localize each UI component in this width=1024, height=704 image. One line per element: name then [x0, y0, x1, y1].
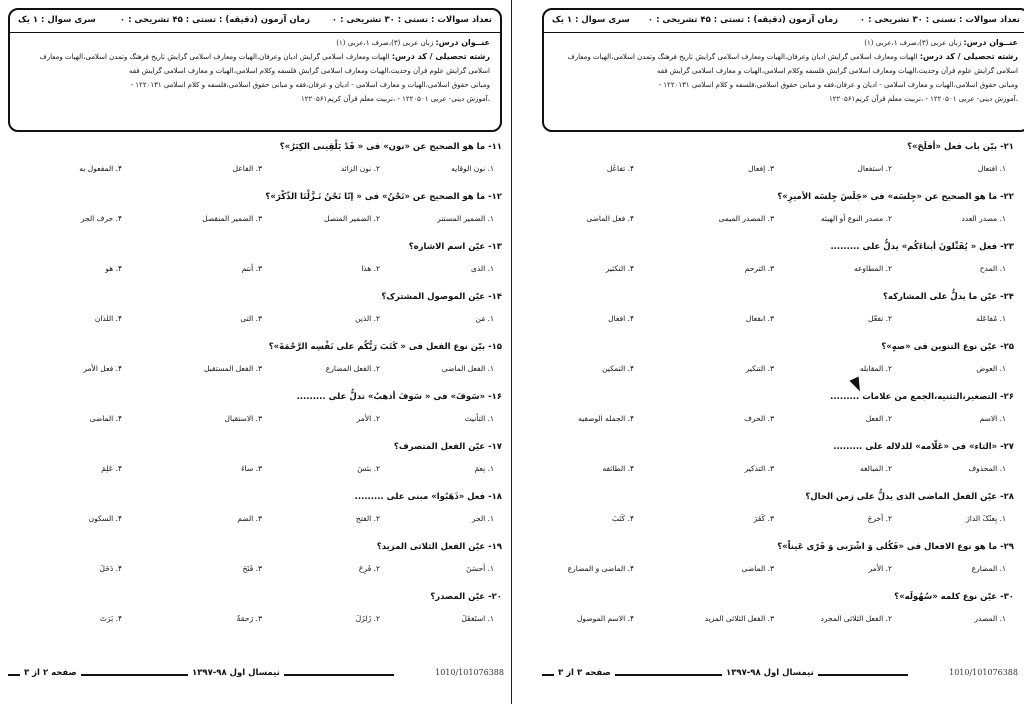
exam-time: زمان آزمون (دقیقه) : تستی : ۴۵ تشریحی : ۰: [119, 15, 310, 25]
option-3: ۳. الضم: [237, 514, 262, 523]
option-2: ۲. الأمر: [356, 414, 380, 423]
question-text: ۱۶- «سَوفَ» فی « سَوفَ أذهبُ» تدلُّ علی .........: [296, 392, 502, 402]
field-line: ومبانی حقوق اسلامی،الهیات و معارف اسلامی - ادیان و عرفان،فقه و مبانی حقوق اسلامی،فلسفه و کلام اسلامی ۱۲۲۰۱۳۱ -: [130, 81, 490, 89]
option-1: ۱. افتعال: [977, 164, 1006, 173]
option-3: ۳. التذکیر: [744, 464, 774, 473]
option-1: ۱. نون الوقایه: [451, 164, 494, 173]
question-text: ۲۸- عیّن الفعل الماضی الذی یدلُّ علی زمن الحال؟: [805, 492, 1014, 502]
option-4: ۴. هو: [105, 264, 122, 273]
question-text: ۱۷- عیّن الفعل المتصرف؟: [393, 442, 502, 452]
option-2: ۲. استفعال: [857, 164, 892, 173]
option-3: ۳. ساءَ: [241, 464, 262, 473]
footer-term: نیمسال اول ۹۸-۱۳۹۷: [722, 668, 818, 678]
option-3: ۳. أنتم: [241, 264, 262, 273]
footer-code: 1010/101076388: [435, 668, 504, 677]
option-1: ۱. الضمیر المستتر: [437, 214, 494, 223]
option-4: ۴. تفاعُل: [606, 164, 634, 173]
option-4: ۴. التمکین: [602, 364, 634, 373]
option-2: ۲. الفعل: [865, 414, 892, 423]
option-1: ۱. الجر: [471, 514, 494, 523]
course-title-value: زبان عربی (۳)،صرف ۱،عربی (۱): [336, 39, 434, 47]
question-item: [10, 338, 502, 388]
option-2: ۲. الضمیر المتصل: [324, 214, 380, 223]
option-4: ۴. الماضی: [89, 414, 122, 423]
question-item: [542, 538, 1014, 588]
question-item: [542, 138, 1014, 188]
option-4: ۴. بَرَتَ: [99, 614, 122, 623]
question-text: ۱۹- عیّن الفعل الثلاثی المزید؟: [376, 542, 502, 552]
option-3: ۳. الفاعل: [232, 164, 262, 173]
option-4: ۴. الاسم الموصول: [576, 614, 634, 623]
page-footer: [8, 668, 504, 680]
option-4: ۴. اللذان: [94, 314, 122, 323]
field-line: ومبانی حقوق اسلامی،الهیات و معارف اسلامی - ادیان و عرفان،فقه و مبانی حقوق اسلامی،فلسفه و کلام اسلامی ۱۲۲۰۱۳۱ -: [658, 81, 1018, 89]
option-4: ۴. المفعول به: [79, 164, 122, 173]
option-2: ۲. هذا: [361, 264, 380, 273]
option-1: ۱. المحذوف: [968, 464, 1006, 473]
option-2: ۲. بئسَ: [357, 464, 380, 473]
question-item: [542, 488, 1014, 538]
option-2: ۲. فَرِحَ: [358, 564, 380, 573]
option-3: ۳. الترحم: [744, 264, 774, 273]
option-1: ۱. العوض: [976, 364, 1006, 373]
option-4: ۴. الماضی و المضارع: [567, 564, 634, 573]
option-1: ۱. الذی: [471, 264, 494, 273]
exam-header: [8, 8, 502, 132]
option-2: ۲. المقابله: [859, 364, 892, 373]
field-line: ،آموزش دینی- عربی ۱۲۲۰۵۰۱ - ،تربیت معلم قرآن کریم۱۲۲۰۵۶۱: [828, 95, 1018, 103]
option-3: ۳. کَفَرَ: [753, 514, 774, 523]
option-4: ۴. السکون: [88, 514, 122, 523]
option-1: ۱. مَن: [475, 314, 494, 323]
option-1: ۱. مُفاعَله: [976, 314, 1006, 323]
question-text: ۲۰- عیّن المصدر؟: [430, 592, 502, 602]
option-4: ۴. دَخَلَ: [99, 564, 122, 573]
field-line: ،آموزش دینی- عربی ۱۲۲۰۵۰۱ - ،تربیت معلم قرآن کریم۱۲۲۰۵۶۱: [300, 95, 490, 103]
question-series: سری سوال : ۱ یک: [18, 15, 96, 25]
question-item: [10, 238, 502, 288]
option-4: ۴. کَتَبَ: [612, 514, 634, 523]
option-3: ۳. الفعل المستقبل: [203, 364, 262, 373]
question-text: ۳۰- عیّن نوع کلمه «سُهُولَه»؟: [894, 592, 1014, 602]
course-title-label: عنــوان درس:: [435, 38, 490, 47]
option-1: ۱. أحسَنَ: [466, 564, 494, 573]
option-1: ۱. استَغفَلَ: [461, 614, 494, 623]
question-text: ۱۵- بیّن نوع الفعل فی « کَتَبَ رَبُّکُم علی نَفْسِه الرَّحْمَةَ»؟: [268, 342, 502, 352]
option-3: ۳. الفعل الثلاثی المزید: [704, 614, 774, 623]
question-list: [542, 138, 1014, 638]
option-1: ۱. بِعتُکَ الدارَ: [966, 514, 1006, 523]
option-1: ۱. نِعمَ: [474, 464, 494, 473]
page-footer: [542, 668, 1018, 680]
option-4: ۴. حرف الجر: [80, 214, 122, 223]
option-3: ۳. إفعال: [748, 164, 774, 173]
question-series: سری سوال : ۱ یک: [552, 15, 630, 25]
option-4: ۴. افعال: [608, 314, 634, 323]
field-line: اسلامی گرایش علوم قرآن وحدیث،الهیات ومعارف اسلامی گرایش فلسفه وکلام اسلامی،الهیات و معارف اسلامی گرایش فقه: [128, 67, 490, 75]
option-2: ۲. المطاوعه: [853, 264, 892, 273]
question-item: [10, 488, 502, 538]
option-3: ۳. فَتَحَ: [242, 564, 262, 573]
option-2: ۲. الفتح: [355, 514, 380, 523]
page-number: صفحه ۳ از ۳: [554, 668, 615, 678]
field-line: الهیات ومعارف اسلامی گرایش ادیان وعرفان،الهیات ومعارف اسلامی گرایش تاریخ فرهنگ وتمدن اسلامی،الهیات ومعارف: [567, 53, 918, 61]
question-text: ۲۴- عیّن ما یدلُّ علی المشارکه؟: [882, 292, 1014, 302]
question-text: ۱۸- فعل «ذَهَبُوا» مبنی علی .........: [354, 492, 502, 502]
course-title-value: زبان عربی (۳)،صرف ۱،عربی (۱): [864, 39, 962, 47]
option-4: ۴. فعل الأمر: [83, 364, 122, 373]
option-4: ۴. التکثیر: [605, 264, 634, 273]
question-item: [542, 438, 1014, 488]
option-3: ۳. المصدر المیمی: [718, 214, 774, 223]
question-list: [10, 138, 502, 638]
header-divider: [10, 32, 500, 33]
question-item: [542, 588, 1014, 638]
option-2: ۲. الذین: [355, 314, 380, 323]
question-text: ۲۳- فعل « یُقَتِّلونَ أبناءَکُم» یدلُّ علی .........: [830, 242, 1014, 252]
footer-code: 1010/101076388: [949, 668, 1018, 677]
option-3: ۳. الحرف: [744, 414, 774, 423]
question-item: [10, 288, 502, 338]
option-1: ۱. الفعل الماضی: [441, 364, 494, 373]
course-info: [554, 36, 1018, 106]
option-3: ۳. الاستقبال: [224, 414, 262, 423]
option-1: ۱. مصدر العدد: [961, 214, 1006, 223]
question-item: [10, 588, 502, 638]
option-2: ۲. المبالغه: [860, 464, 892, 473]
option-4: ۴. الجمله الوصفیه: [578, 414, 634, 423]
option-1: ۱. المضارع: [971, 564, 1006, 573]
question-item: [10, 388, 502, 438]
option-3: ۳. التی: [240, 314, 262, 323]
option-1: ۱. التأنیث: [464, 414, 494, 423]
course-title-label: عنــوان درس:: [963, 38, 1018, 47]
exam-page-right: [512, 0, 1024, 704]
exam-time: زمان آزمون (دقیقه) : تستی : ۴۵ تشریحی : ۰: [647, 15, 838, 25]
question-text: ۲۲- ما هو الصحیح عن «جِلسَه» فی «جَلَسَ جِلسَه الأمیرِ»؟: [777, 192, 1014, 202]
option-3: ۳. الماضی: [741, 564, 774, 573]
option-1: ۱. المدح: [979, 264, 1006, 273]
question-text: ۲۱- بیّن باب فعل «أفلَحَ»؟: [907, 142, 1014, 152]
question-count: تعداد سوالات : تستی : ۳۰ تشریحی : ۰: [331, 15, 492, 25]
field-label: رشته تحصیلی / کد درس:: [391, 52, 490, 61]
option-2: ۲. مصدر النوع أو الهیئه: [820, 214, 892, 223]
option-2: ۲. نون الزائد: [340, 164, 380, 173]
field-line: اسلامی گرایش علوم قرآن وحدیث،الهیات ومعارف اسلامی گرایش فلسفه وکلام اسلامی،الهیات و معارف اسلامی گرایش فقه: [656, 67, 1018, 75]
question-item: [10, 438, 502, 488]
option-3: ۳. الضمیر المنفصل: [202, 214, 262, 223]
question-item: [542, 238, 1014, 288]
field-label: رشته تحصیلی / کد درس:: [919, 52, 1018, 61]
question-text: ۲۹- ما هو نوع الافعال فی «فَکُلی وَ اشْرَبی وَ قَرّی عَیناً»؟: [777, 542, 1014, 552]
question-item: [10, 188, 502, 238]
question-text: ۲۶- التصغیر،التثنیه،الجمع من علامات .........: [830, 392, 1014, 402]
option-1: ۱. الاسم: [979, 414, 1006, 423]
option-1: ۱. المصدر: [974, 614, 1006, 623]
option-3: ۳. رَحمَةٌ: [236, 614, 262, 623]
question-text: ۱۲- ما هو الصحیح عن «نَحْنُ» فی « إنّا نَحْنُ نَـزَّلْنَا الذّکْرَ»؟: [265, 192, 502, 202]
question-text: ۱۱- ما هو الصحیح عن «نون» فی « قَدْ یَلْقِینی الکِبَرُ»؟: [279, 142, 502, 152]
question-item: [10, 538, 502, 588]
question-item: [542, 188, 1014, 238]
option-2: ۲. الفعل المضارع: [325, 364, 380, 373]
option-4: ۴. الطائفه: [602, 464, 634, 473]
question-item: [542, 388, 1014, 438]
question-text: ۱۳- عیّن اسم الاشاره؟: [408, 242, 502, 252]
option-3: ۳. انفعال: [745, 314, 774, 323]
question-text: ۲۷- «التاء» فی «عَلّامه» للدلاله علی .........: [833, 442, 1014, 452]
exam-header: [542, 8, 1024, 132]
option-2: ۲. الفعل الثلاثی المجرد: [820, 614, 892, 623]
question-item: [10, 138, 502, 188]
field-line: الهیات ومعارف اسلامی گرایش ادیان وعرفان،الهیات ومعارف اسلامی گرایش تاریخ فرهنگ وتمدن اسلامی،الهیات ومعارف: [39, 53, 390, 61]
option-2: ۲. أخرجَ: [867, 514, 892, 523]
page-number: صفحه ۲ از ۳: [20, 668, 81, 678]
option-2: ۲. زَلزَلَ: [355, 614, 380, 623]
option-4: ۴. فعل الماضی: [586, 214, 634, 223]
footer-term: نیمسال اول ۹۸-۱۳۹۷: [188, 668, 284, 678]
option-4: ۴. عَلِمَ: [101, 464, 122, 473]
option-2: ۲. الأمر: [868, 564, 892, 573]
question-text: ۱۴- عیّن الموصول المشترک؟: [381, 292, 502, 302]
question-item: [542, 288, 1014, 338]
header-divider: [544, 32, 1024, 33]
question-count: تعداد سوالات : تستی : ۳۰ تشریحی : ۰: [859, 15, 1020, 25]
question-item: [542, 338, 1014, 388]
question-text: ۲۵- عیّن نوع التنوین فی «صهٍ»؟: [881, 342, 1014, 352]
course-info: [20, 36, 490, 106]
option-3: ۳. التنکیر: [745, 364, 774, 373]
option-2: ۲. تفعّل: [868, 314, 892, 323]
